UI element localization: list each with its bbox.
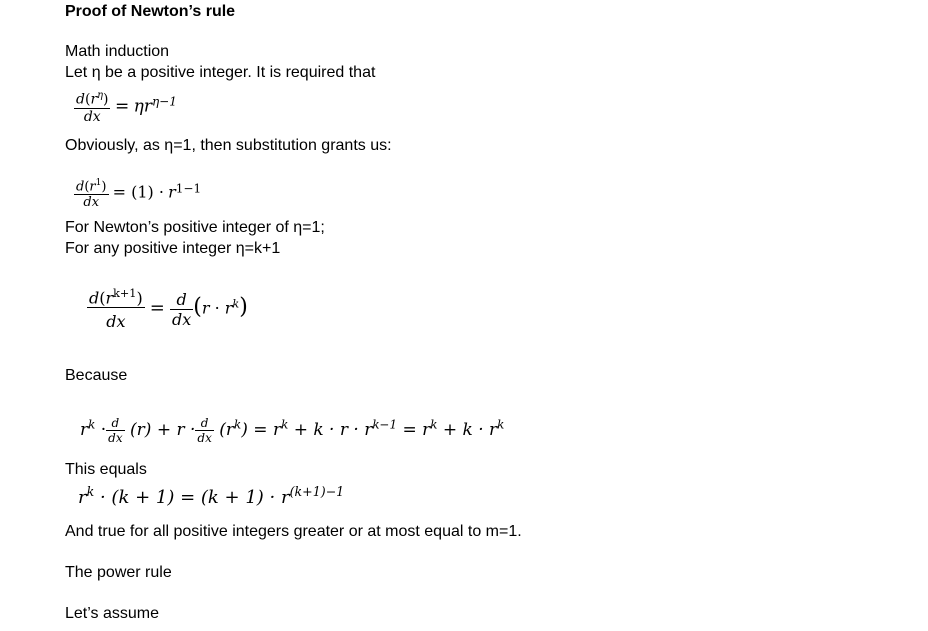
text-lets-assume: Let’s assume <box>65 605 159 622</box>
equation-2: $\frac{d(r^1)}{dx}$ = (1) · r1−1 <box>76 178 202 211</box>
eq4-fraction-2: $\frac{d}{dx}$ <box>197 416 212 445</box>
text-because: Because <box>65 367 128 384</box>
eq2-fraction <box>74 178 109 210</box>
heading-power-rule: The power rule <box>65 564 172 581</box>
text-for-any: For any positive integer η=k+1 <box>65 240 281 257</box>
equation-5: $r^k \cdot (k + 1) = (k + 1) \cdot r^{(k+1)-1}$ <box>78 484 345 508</box>
heading-math-induction: Math induction <box>65 43 170 60</box>
text-let-eta: Let η be a positive integer. It is required that <box>65 64 376 81</box>
page-title: Proof of Newton’s rule <box>65 3 236 20</box>
eq3-fraction-left <box>87 287 145 331</box>
eq3-operator-fraction: $\frac{d}{dx}$ <box>171 289 192 329</box>
equation-4: $r^k$ · $\frac{d}{dx}$ (r) + r · $\frac{d}{dx}$ $(r^k) = r^k + k \cdot r \cdot r^{k-1} = r^k + k \cdot r^k$ <box>80 416 505 445</box>
eq2-numerator: $d(r^1)$ <box>76 178 107 195</box>
eq2-denominator: dx <box>83 195 100 211</box>
eq4-fraction-1: $\frac{d}{dx}$ <box>108 416 123 445</box>
equation-3: $\frac{d(r^{k+1})}{dx}$ = $\frac{d}{dx}$ $(r \cdot r^k)$ <box>89 287 248 332</box>
text-for-newton: For Newton’s positive integer of η=1; <box>65 219 325 236</box>
eq1-denominator: dx <box>83 108 101 125</box>
eq3-denominator: dx <box>106 312 126 332</box>
equation-1: $\frac{d(r^\eta)}{dx}$ = ηrη−1 <box>76 90 177 125</box>
text-obviously: Obviously, as η=1, then substitution grants us: <box>65 137 392 154</box>
eq3-numerator: $d(r^{k+1})$ <box>89 287 143 308</box>
text-and-true: And true for all positive integers greater or at most equal to m=1. <box>65 523 522 540</box>
eq1-fraction <box>74 90 110 125</box>
text-this-equals: This equals <box>65 461 147 478</box>
eq1-numerator: $d(r^\eta)$ <box>76 90 109 108</box>
